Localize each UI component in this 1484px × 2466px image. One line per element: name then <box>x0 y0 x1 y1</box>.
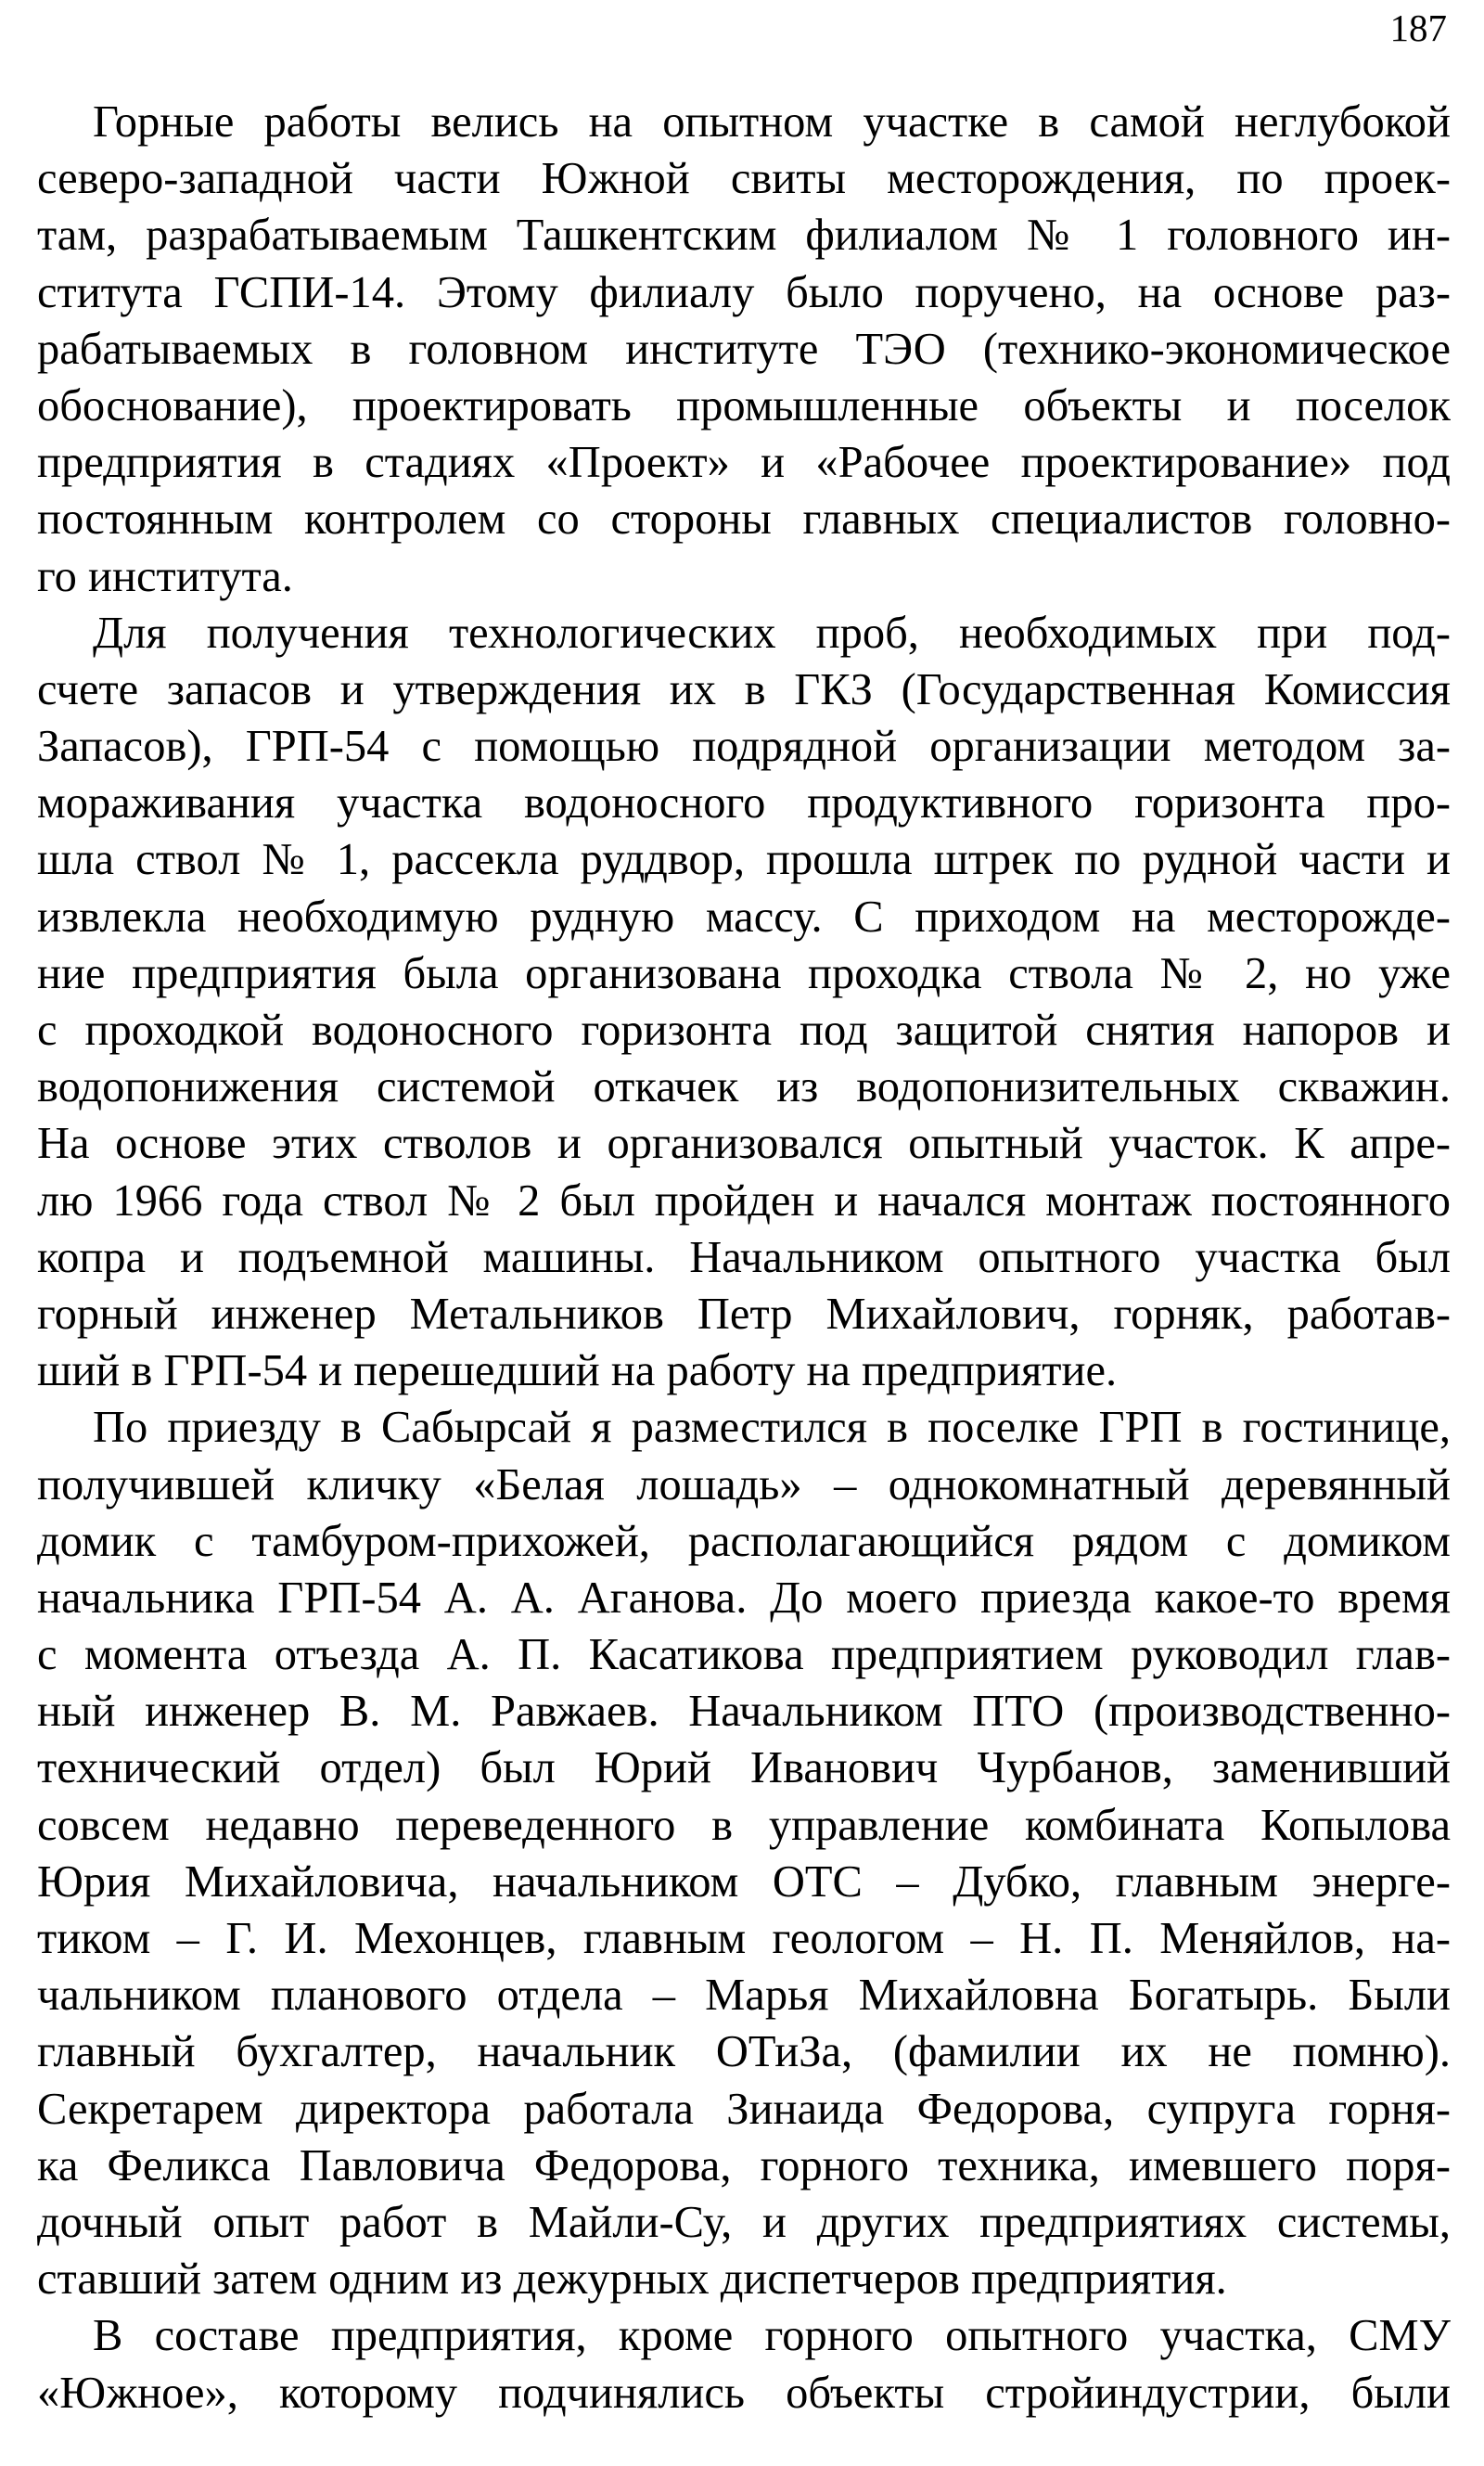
text-line: Для получения технологических проб, необходимых при под- <box>93 608 1451 658</box>
text-line: Юрия Михайловича, начальником ОТС – Дубко, главным энерге- <box>37 1856 1451 1907</box>
text-line: домик с тамбуром-прихожей, располагающийся рядом с домиком <box>37 1516 1451 1566</box>
text-line: северо-западной части Южной свиты месторождения, по проек- <box>37 154 1451 204</box>
text-line: технический отдел) был Юрий Иванович Чурбанов, заменивший <box>37 1743 1451 1793</box>
text-line: с момента отъезда А. П. Касатикова предприятием руководил глав- <box>37 1630 1451 1680</box>
text-line: Секретарем директора работала Зинаида Федорова, супруга горня- <box>37 2084 1451 2134</box>
text-line: копра и подъемной машины. Начальником опытного участка был <box>37 1232 1451 1282</box>
paragraph <box>37 1399 1451 2307</box>
text-line: главный бухгалтер, начальник ОТиЗа, (фамилии их не помню). <box>37 2027 1451 2077</box>
text-line: ший в ГРП-54 и перешедший на работу на предприятие. <box>37 1346 1118 1396</box>
text-line: лю 1966 года ствол № 2 был пройден и начался монтаж постоянного <box>37 1175 1451 1226</box>
page-number: 187 <box>1389 6 1447 49</box>
text-line: тиком – Г. И. Мехонцев, главным геологом – Н. П. Меняйлов, на- <box>37 1914 1451 1963</box>
text-line: обоснование), проектировать промышленные объекты и поселок <box>37 380 1451 430</box>
text-line: горный инженер Метальников Петр Михайлович, горняк, работав- <box>37 1289 1451 1339</box>
text-line: шла ствол № 1, рассекла руддвор, прошла штрек по рудной части и <box>37 835 1451 885</box>
text-line: «Южное», которому подчинялись объекты стройиндустрии, были <box>37 2368 1451 2418</box>
text-line: Горные работы велись на опытном участке в самой неглубокой <box>93 97 1451 147</box>
text-line: Запасов), ГРП-54 с помощью подрядной организации методом за- <box>37 722 1451 772</box>
text-line: получившей кличку «Белая лошадь» – однокомнатный деревянный <box>37 1459 1451 1509</box>
text-line: извлекла необходимую рудную массу. С приходом на месторожде- <box>37 892 1451 942</box>
text-line: На основе этих стволов и организовался опытный участок. К апре- <box>37 1119 1451 1169</box>
text-line: ка Феликса Павловича Федорова, горного техника, имевшего поря- <box>37 2140 1451 2190</box>
text-line: предприятия в стадиях «Проект» и «Рабочее проектирование» под <box>37 438 1451 488</box>
text-line: го института. <box>37 551 293 601</box>
text-line: дочный опыт работ в Майли-Су, и других предприятиях системы, <box>37 2197 1451 2247</box>
text-line: с проходкой водоносного горизонта под защитой снятия напоров и <box>37 1006 1451 1055</box>
text-line: водопонижения системой откачек из водопонизительных скважин. <box>37 1062 1451 1112</box>
text-line: счете запасов и утверждения их в ГКЗ (Государственная Комиссия <box>37 664 1451 714</box>
text-line: ние предприятия была организована проходка ствола № 2, но уже <box>37 948 1451 998</box>
text-line: По приезду в Сабырсай я разместился в поселке ГРП в гостинице, <box>93 1403 1451 1453</box>
text-line: ститута ГСПИ-14. Этому филиалу было поручено, на основе раз- <box>37 267 1451 317</box>
paragraph <box>37 605 1451 1400</box>
text-line: совсем недавно переведенного в управление комбината Копылова <box>37 1800 1451 1850</box>
text-line: постоянным контролем со стороны главных специалистов головно- <box>37 494 1451 545</box>
text-line: начальника ГРП-54 А. А. Аганова. До моего приезда какое-то время <box>37 1573 1451 1623</box>
text-line: рабатываемых в головном институте ТЭО (технико-экономическое <box>37 324 1451 374</box>
paragraph <box>37 2307 1451 2421</box>
text-line: ставший затем одним из дежурных диспетчеров предприятия. <box>37 2254 1227 2305</box>
body-text <box>37 94 1451 2421</box>
text-line: ный инженер В. М. Равжаев. Начальником ПТО (производственно- <box>37 1687 1451 1737</box>
text-line: там, разрабатываемым Ташкентским филиалом № 1 головного ин- <box>37 211 1451 261</box>
paragraph <box>37 94 1451 605</box>
text-line: чальником планового отдела – Марья Михайловна Богатырь. Были <box>37 1971 1451 2021</box>
text-line: В составе предприятия, кроме горного опытного участка, СМУ <box>93 2311 1451 2361</box>
text-line: мораживания участка водоносного продуктивного горизонта про- <box>37 778 1451 828</box>
